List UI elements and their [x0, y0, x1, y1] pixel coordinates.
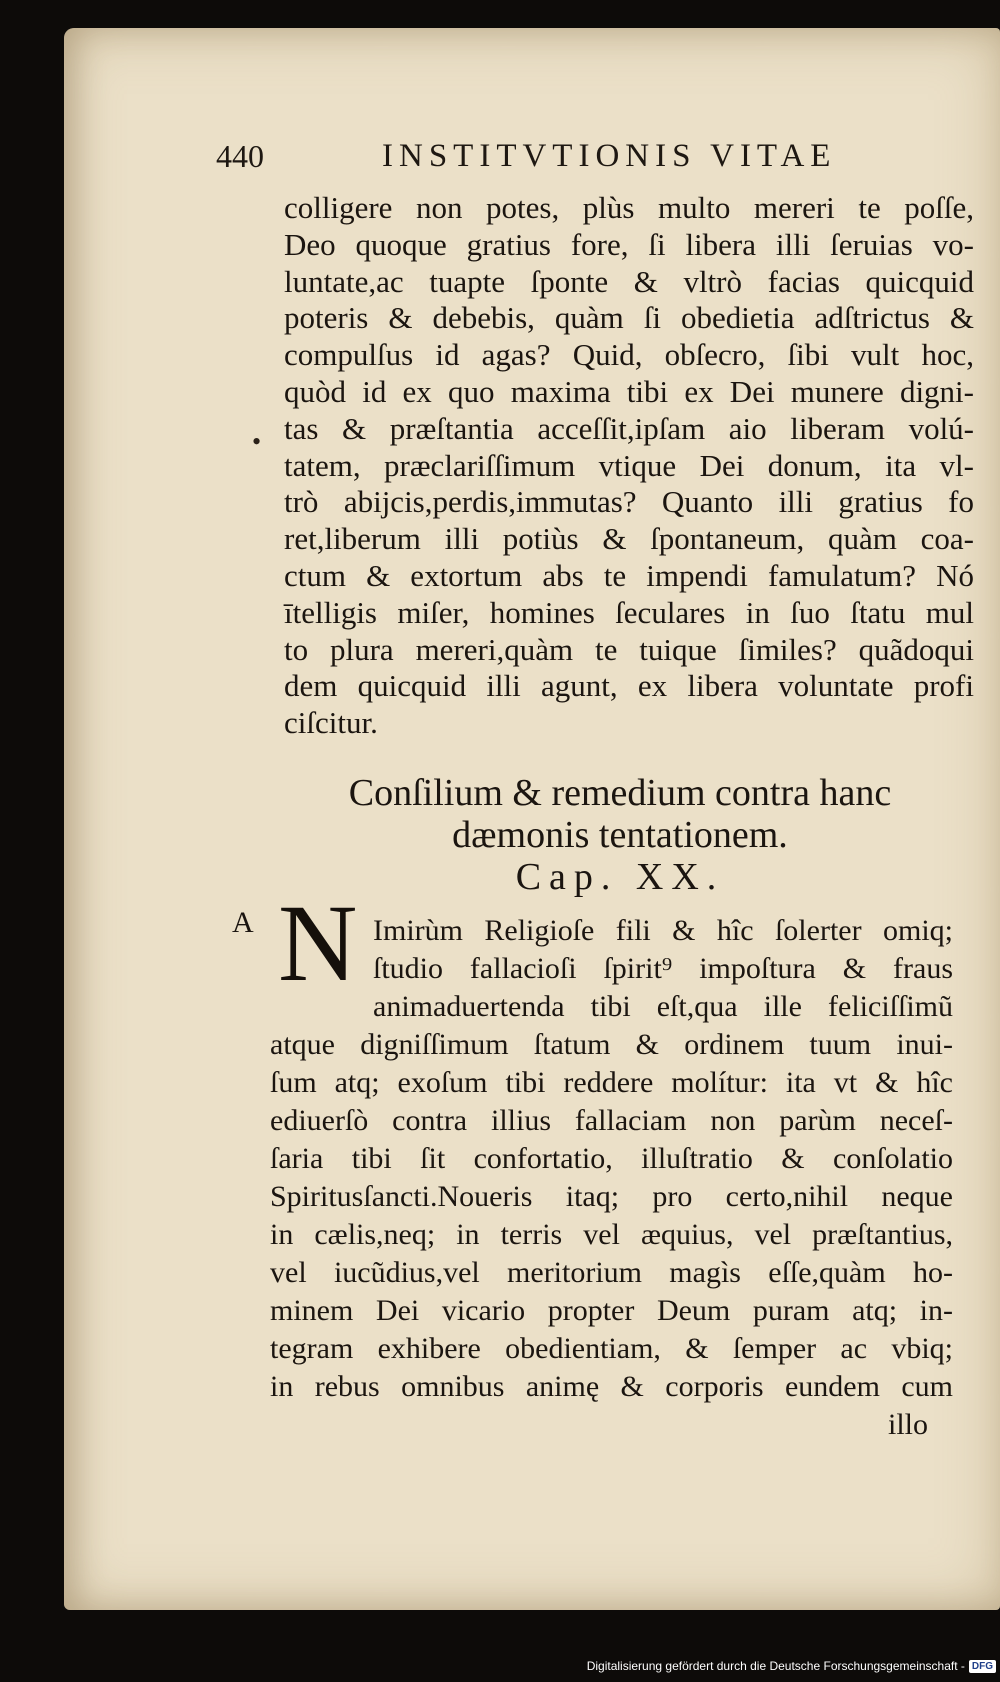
- section-marker: A: [232, 906, 254, 939]
- text-line: ediuerſò contra illius fallaciam non parùm neceſ-: [270, 1104, 953, 1137]
- text-line: colligere non potes, plùs multo mereri te poſſe,: [284, 190, 974, 225]
- text-line: quòd id ex quo maxima tibi ex Dei munere digni-: [284, 373, 974, 409]
- chapter-title-line-1: Conſilium & remedium contra hanc: [348, 772, 892, 814]
- marginal-mark: •: [252, 427, 262, 456]
- text-line: to plura mereri,quàm te tuique ſimiles? quãdoqui: [284, 631, 974, 667]
- text-line: ītelligis miſer, homines ſeculares in ſuo ſtatu mul: [284, 594, 974, 630]
- text-line: in cælis,neq; in terris vel æquius, vel præſtantius,: [270, 1218, 953, 1251]
- page-number: 440: [216, 138, 264, 174]
- dfg-logo: DFG: [969, 1660, 996, 1673]
- text-line: trò abijcis,perdis,immutas? Quanto illi gratius fo: [284, 484, 974, 520]
- text-line: tas & præſtantia acceſſit,ipſam aio liberam volú-: [284, 410, 974, 446]
- footer-text: Digitalisierung gefördert durch die Deutsche Forschungsgemeinschaft -: [586, 1659, 965, 1673]
- text-line: Deo quoque gratius fore, ſi libera illi ſeruias vo-: [284, 226, 974, 262]
- running-head: INSTITVTIONIS VITAE: [382, 138, 837, 174]
- text-line: minem Dei vicario propter Deum puram atq; in-: [270, 1294, 953, 1327]
- drop-cap: N: [278, 882, 358, 1004]
- text-line: Imirùm Religioſe fili & hîc ſolerter omiq;: [373, 914, 953, 947]
- page-header: [150, 138, 890, 178]
- text-line: ſum atq; exoſum tibi reddere molítur: ita vt & hîc: [270, 1066, 953, 1099]
- paragraph-1: [284, 190, 974, 742]
- text-line: ctum & extortum abs te impendi famulatum? Nó: [284, 557, 974, 593]
- text-line: compulſus id agas? Quid, obſecro, ſibi vult hoc,: [284, 337, 974, 373]
- paragraph-2-indented: [373, 912, 953, 1026]
- catchword: illo: [888, 1408, 929, 1441]
- text-line: vel iucũdius,vel meritorium magìs eſſe,quàm ho-: [270, 1256, 953, 1289]
- text-line: poteris & debebis, quàm ſi obedietia adſtrictus &: [284, 300, 974, 336]
- chapter-number: Cap. XX.: [515, 856, 725, 898]
- text-line: ret,liberum illi potiùs & ſpontaneum, quàm coa-: [284, 521, 974, 557]
- text-line: ſtudio fallacioſi ſpirit⁹ impoſtura & fraus: [373, 952, 953, 985]
- text-line: Spiritusſancti.Noueris itaq; pro certo,nihil neque: [270, 1180, 953, 1213]
- text-line: ſaria tibi ſit confortatio, illuſtratio & conſolatio: [270, 1142, 953, 1175]
- digitization-credit: [587, 1656, 996, 1676]
- text-line: atque digniſſimum ſtatum & ordinem tuum inui-: [270, 1028, 953, 1061]
- chapter-heading: [270, 772, 970, 898]
- text-line: tegram exhibere obedientiam, & ſemper ac vbiq;: [270, 1332, 953, 1365]
- text-line: in rebus omnibus animę & corporis eundem cum: [270, 1370, 953, 1403]
- text-line: ciſcitur.: [284, 705, 378, 741]
- chapter-title-line-2: dæmonis tentationem.: [452, 814, 788, 856]
- text-line: animaduertenda tibi eſt,qua ille feliciſſimũ: [373, 990, 953, 1023]
- text-line: dem quicquid illi agunt, ex libera voluntate profi: [284, 668, 974, 704]
- text-line: luntate,ac tuapte ſponte & vltrò facias quicquid: [284, 263, 974, 299]
- paragraph-2: [270, 1026, 953, 1406]
- text-line: tatem, præclariſſimum vtique Dei donum, ita vl-: [284, 447, 974, 483]
